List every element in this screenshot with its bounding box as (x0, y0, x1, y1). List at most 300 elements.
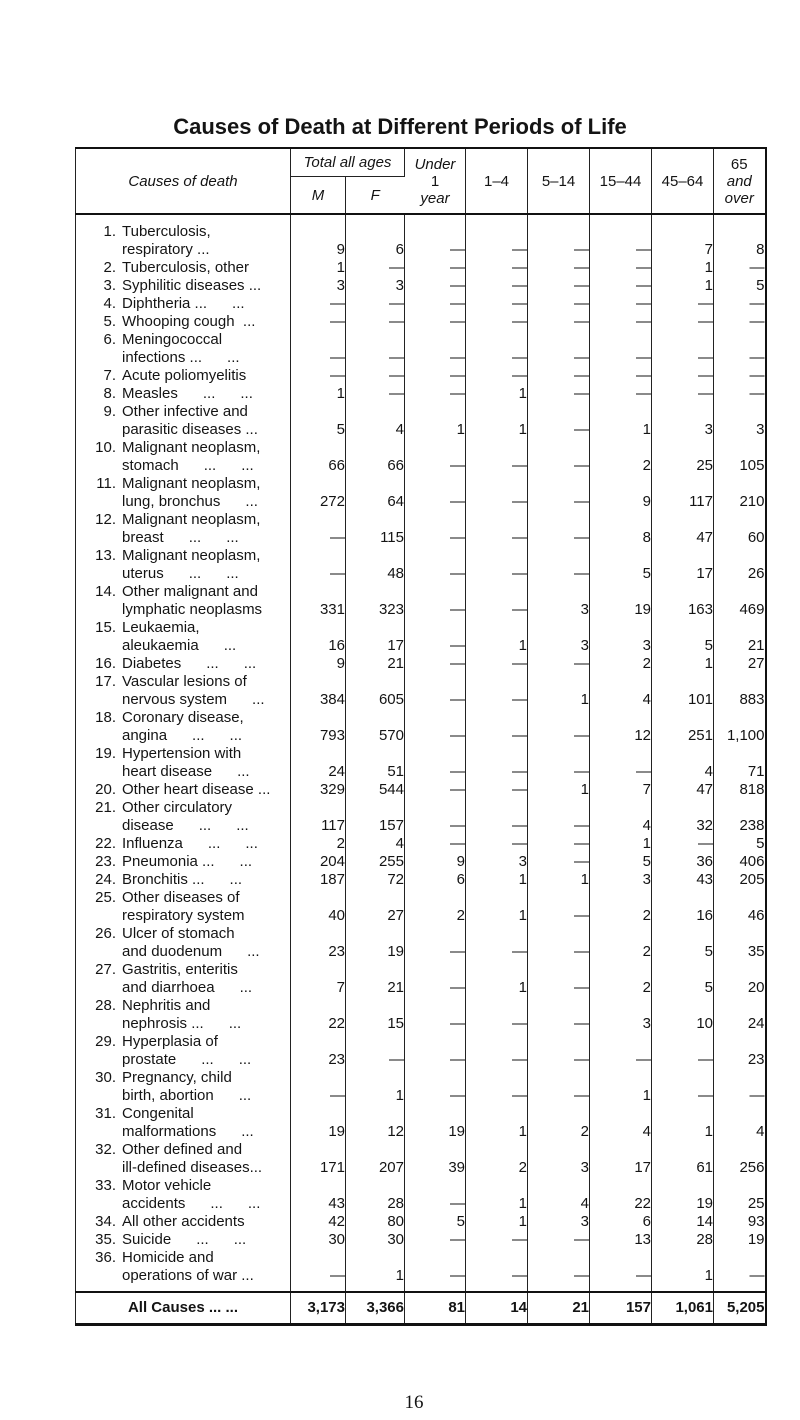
header-age-45-64: 45–64 (652, 148, 714, 214)
cause-number (76, 601, 122, 619)
cause-label: Other malignant and (122, 583, 258, 600)
totals-label: All Causes ... ... (76, 1292, 291, 1325)
cause-number (76, 457, 122, 475)
cause-label: lung, bronchus ... (122, 493, 258, 510)
value-cell: — (528, 295, 590, 313)
table-row (76, 835, 766, 853)
cause-cell (76, 1069, 291, 1105)
cause-label: uterus ... ... (122, 565, 239, 582)
table-row (76, 997, 766, 1033)
cause-number: 19. (95, 745, 116, 762)
cause-cell (76, 925, 291, 961)
cause-label: infections ... ... (122, 349, 240, 366)
value-cell: 207 (346, 1141, 405, 1177)
value-cell: — (590, 295, 652, 313)
value-cell: 1 (466, 889, 528, 925)
value-cell: — (291, 367, 346, 385)
value-cell: 9 (291, 214, 346, 259)
value-cell: 883 (739, 691, 765, 708)
header-male: M (291, 177, 346, 215)
cause-label: Whooping cough ... (122, 313, 256, 330)
table-row (76, 331, 766, 367)
value-cell: 17 (346, 619, 405, 655)
value-cell: — (405, 214, 466, 259)
table-row (76, 1069, 766, 1105)
cause-cell (76, 961, 291, 997)
value-cell: 35 (747, 943, 765, 960)
table-row (76, 673, 766, 709)
cause-label: Leukaemia, (122, 619, 200, 636)
value-cell: 9 (405, 853, 466, 871)
cause-label: malformations ... (122, 1123, 254, 1140)
value-cell: 72 (346, 871, 405, 889)
value-cell: 4 (590, 799, 652, 835)
cause-cell (76, 403, 291, 439)
cause-number: 1. (103, 223, 116, 240)
value-cell: 3 (652, 403, 714, 439)
value-cell: 4 (346, 835, 405, 853)
cause-number: 28. (95, 997, 116, 1014)
value-cell: 331 (291, 583, 346, 619)
value-cell: — (291, 295, 346, 313)
value-cell: — (652, 313, 714, 331)
value-cell: 1,100 (726, 727, 765, 744)
cause-label: stomach ... ... (122, 457, 254, 474)
value-cell: — (652, 385, 714, 403)
cause-label: and diarrhoea ... (122, 979, 253, 996)
cause-label: prostate ... ... (122, 1051, 252, 1068)
table-row (76, 385, 766, 403)
value-cell: 384 (291, 673, 346, 709)
cause-number (76, 727, 122, 745)
value-cell: 2 (590, 925, 652, 961)
header-under-1: Under 1 year (405, 148, 466, 214)
value-cell: 36 (652, 853, 714, 871)
cause-number: 31. (95, 1105, 116, 1122)
value-cell: 21 (346, 655, 405, 673)
cause-number: 34. (95, 1213, 116, 1230)
value-cell: — (405, 475, 466, 511)
value-cell: 2 (528, 1105, 590, 1141)
cause-label: Vascular lesions of (122, 673, 247, 690)
value-cell: — (405, 1033, 466, 1069)
value-cell: 25 (652, 439, 714, 475)
value-cell: 51 (346, 745, 405, 781)
value-cell: 406 (739, 853, 765, 870)
cause-number (76, 565, 122, 583)
table-row (76, 709, 766, 745)
value-cell: — (528, 367, 590, 385)
value-cell: — (405, 259, 466, 277)
value-cell: 3 (590, 871, 652, 889)
value-cell: 1 (466, 1105, 528, 1141)
value-cell: 1 (346, 1069, 405, 1105)
value-cell: — (405, 511, 466, 547)
total-cell: 14 (466, 1292, 528, 1325)
cause-number: 22. (95, 835, 116, 852)
value-cell: — (466, 331, 528, 367)
cause-number: 16. (95, 655, 116, 672)
value-cell: 3 (528, 619, 590, 655)
value-cell: — (466, 277, 528, 295)
cause-cell (76, 709, 291, 745)
value-cell: — (528, 439, 590, 475)
value-cell: 101 (652, 673, 714, 709)
value-cell: 205 (739, 871, 765, 888)
value-cell: 105 (739, 457, 765, 474)
value-cell: 115 (346, 511, 405, 547)
value-cell: 5 (652, 925, 714, 961)
value-cell: — (405, 547, 466, 583)
cause-number (76, 817, 122, 835)
value-cell: — (346, 367, 405, 385)
cause-number (76, 241, 122, 259)
value-cell: 238 (739, 817, 765, 834)
value-cell: 19 (346, 925, 405, 961)
value-cell: — (528, 1249, 590, 1292)
table-row (76, 259, 766, 277)
totals-row (76, 1292, 766, 1325)
header-age-5-14: 5–14 (528, 148, 590, 214)
cause-number: 25. (95, 889, 116, 906)
cause-label: Tuberculosis, other (122, 259, 250, 276)
value-cell: 5 (756, 277, 765, 294)
value-cell: 171 (291, 1141, 346, 1177)
value-cell: 210 (739, 493, 765, 510)
value-cell: 16 (652, 889, 714, 925)
cause-label: Malignant neoplasm, (122, 439, 261, 456)
value-cell: 4 (346, 403, 405, 439)
header-cause: Causes of death (76, 148, 291, 214)
cause-label: Suicide ... ... (122, 1231, 247, 1248)
cause-number: 10. (95, 439, 116, 456)
value-cell: 21 (747, 637, 765, 654)
table-row (76, 583, 766, 619)
value-cell: — (590, 385, 652, 403)
value-cell: — (590, 277, 652, 295)
cause-cell (76, 1105, 291, 1141)
value-cell: 8 (756, 241, 765, 258)
cause-label: disease ... ... (122, 817, 249, 834)
cause-cell (76, 331, 291, 367)
value-cell: 3 (466, 853, 528, 871)
value-cell: 26 (747, 565, 765, 582)
value-cell: — (528, 1231, 590, 1249)
value-cell: 1 (466, 385, 528, 403)
cause-label: accidents ... ... (122, 1195, 261, 1212)
value-cell: 204 (291, 853, 346, 871)
cause-number: 4. (103, 295, 116, 312)
value-cell: 1 (466, 871, 528, 889)
cause-number (76, 943, 122, 961)
cause-label: All other accidents (122, 1213, 245, 1230)
value-cell: 23 (747, 1051, 765, 1068)
cause-cell (76, 277, 291, 295)
table-body (76, 214, 766, 1292)
value-cell: 4 (652, 745, 714, 781)
value-cell: — (405, 313, 466, 331)
value-cell: — (346, 295, 405, 313)
value-cell: — (590, 1033, 652, 1069)
value-cell: 71 (747, 763, 765, 780)
cause-label: Other defined and (122, 1141, 243, 1158)
cause-label: Diphtheria ... ... (122, 295, 245, 312)
header-female: F (346, 177, 405, 215)
value-cell: 22 (590, 1177, 652, 1213)
table-row (76, 1105, 766, 1141)
table-row (76, 925, 766, 961)
value-cell: — (466, 799, 528, 835)
cause-number (76, 529, 122, 547)
value-cell: 1 (466, 619, 528, 655)
cause-number: 8. (103, 385, 116, 402)
value-cell: — (346, 313, 405, 331)
cause-number: 3. (103, 277, 116, 294)
value-cell: 5 (652, 619, 714, 655)
header-age-65-over: 65 and over (714, 148, 766, 214)
value-cell: — (466, 781, 528, 799)
cause-number: 24. (95, 871, 116, 888)
value-cell: 12 (590, 709, 652, 745)
value-cell: 1 (466, 961, 528, 997)
cause-cell (76, 745, 291, 781)
value-cell: — (466, 709, 528, 745)
cause-label: angina ... ... (122, 727, 243, 744)
total-cell: 157 (590, 1292, 652, 1325)
value-cell: 28 (346, 1177, 405, 1213)
value-cell: 42 (291, 1213, 346, 1231)
value-cell: — (652, 1069, 714, 1105)
value-cell: — (405, 835, 466, 853)
value-cell: 544 (346, 781, 405, 799)
cause-number (76, 1195, 122, 1213)
value-cell: 1 (466, 1213, 528, 1231)
table-row (76, 439, 766, 475)
cause-label: Hyperplasia of (122, 1033, 218, 1050)
cause-label: nephrosis ... ... (122, 1015, 242, 1032)
cause-cell (76, 511, 291, 547)
cause-number: 7. (103, 367, 116, 384)
value-cell: — (528, 1069, 590, 1105)
value-cell: 818 (739, 781, 765, 798)
value-cell: — (466, 259, 528, 277)
value-cell: 60 (747, 529, 765, 546)
cause-cell (76, 1141, 291, 1177)
total-cell: 3,366 (346, 1292, 405, 1325)
total-cell: 21 (528, 1292, 590, 1325)
cause-cell (76, 439, 291, 475)
value-cell: — (528, 997, 590, 1033)
value-cell: — (590, 745, 652, 781)
cause-label: heart disease ... (122, 763, 250, 780)
value-cell: — (590, 214, 652, 259)
cause-number (76, 1051, 122, 1069)
value-cell: — (346, 259, 405, 277)
value-cell: 28 (652, 1231, 714, 1249)
value-cell: 23 (291, 925, 346, 961)
cause-label: Gastritis, enteritis (122, 961, 238, 978)
cause-label: birth, abortion ... (122, 1087, 252, 1104)
value-cell: 117 (291, 799, 346, 835)
value-cell: 8 (590, 511, 652, 547)
value-cell: — (466, 1231, 528, 1249)
cause-number: 32. (95, 1141, 116, 1158)
value-cell: — (466, 547, 528, 583)
value-cell: 6 (405, 871, 466, 889)
value-cell: 13 (590, 1231, 652, 1249)
cause-cell (76, 889, 291, 925)
value-cell: — (405, 781, 466, 799)
value-cell: — (405, 673, 466, 709)
value-cell: — (652, 295, 714, 313)
cause-label: Malignant neoplasm, (122, 475, 261, 492)
value-cell: — (528, 961, 590, 997)
cause-number: 26. (95, 925, 116, 942)
value-cell: — (528, 709, 590, 745)
value-cell: — (405, 331, 466, 367)
value-cell: 19 (652, 1177, 714, 1213)
value-cell: — (466, 511, 528, 547)
value-cell: 2 (590, 439, 652, 475)
total-cell: 5,205 (714, 1292, 766, 1325)
value-cell: — (291, 313, 346, 331)
value-cell: 5 (590, 853, 652, 871)
value-cell: — (405, 385, 466, 403)
value-cell: — (405, 295, 466, 313)
value-cell: — (528, 313, 590, 331)
value-cell: 3 (528, 583, 590, 619)
table-row (76, 277, 766, 295)
cause-number: 29. (95, 1033, 116, 1050)
value-cell: 1 (652, 277, 714, 295)
table-row (76, 889, 766, 925)
value-cell: 1 (590, 1069, 652, 1105)
cause-label: Pregnancy, child (122, 1069, 232, 1086)
value-cell: — (466, 1033, 528, 1069)
value-cell: — (652, 367, 714, 385)
cause-cell (76, 1231, 291, 1249)
value-cell: 570 (346, 709, 405, 745)
value-cell: 9 (590, 475, 652, 511)
table-row (76, 619, 766, 655)
value-cell: 21 (346, 961, 405, 997)
value-cell: 19 (590, 583, 652, 619)
value-cell: 47 (652, 781, 714, 799)
cause-label: parasitic diseases ... (122, 421, 258, 438)
table-row (76, 511, 766, 547)
cause-cell (76, 1249, 291, 1292)
cause-cell (76, 475, 291, 511)
cause-number (76, 1159, 122, 1177)
value-cell: — (590, 331, 652, 367)
causes-of-death-table (75, 147, 767, 1326)
value-cell: 255 (346, 853, 405, 871)
value-cell: 117 (652, 475, 714, 511)
value-cell: — (405, 961, 466, 997)
cause-label: Other circulatory (122, 799, 233, 816)
total-cell: 3,173 (291, 1292, 346, 1325)
value-cell: — (528, 853, 590, 871)
header-age-1-4: 1–4 (466, 148, 528, 214)
value-cell: — (466, 313, 528, 331)
value-cell: — (528, 889, 590, 925)
value-cell: 6 (346, 214, 405, 259)
value-cell: 80 (346, 1213, 405, 1231)
value-cell: — (590, 313, 652, 331)
value-cell: 39 (405, 1141, 466, 1177)
cause-label: Influenza ... ... (122, 835, 258, 852)
cause-label: and duodenum ... (122, 943, 260, 960)
value-cell: 25 (747, 1195, 765, 1212)
value-cell: 15 (346, 997, 405, 1033)
cause-cell (76, 673, 291, 709)
cause-label: Motor vehicle (122, 1177, 212, 1194)
header-total: Total all ages (291, 148, 405, 177)
cause-cell (76, 655, 291, 673)
page-title: Causes of Death at Different Periods of Life (173, 114, 627, 139)
value-cell: 30 (291, 1231, 346, 1249)
value-cell: — (528, 835, 590, 853)
cause-number: 5. (103, 313, 116, 330)
value-cell: 12 (346, 1105, 405, 1141)
value-cell: — (405, 277, 466, 295)
value-cell: — (528, 745, 590, 781)
cause-label: Bronchitis ... ... (122, 871, 243, 888)
value-cell: 163 (652, 583, 714, 619)
cause-label: Other diseases of (122, 889, 240, 906)
cause-number (76, 637, 122, 655)
cause-label: nervous system ... (122, 691, 265, 708)
value-cell: 1 (528, 673, 590, 709)
cause-number: 13. (95, 547, 116, 564)
value-cell: — (749, 313, 765, 330)
table-row (76, 871, 766, 889)
value-cell: — (405, 655, 466, 673)
cause-label: Diabetes ... ... (122, 655, 257, 672)
value-cell: 7 (291, 961, 346, 997)
value-cell: — (405, 799, 466, 835)
table-row (76, 295, 766, 313)
cause-label: Malignant neoplasm, (122, 547, 261, 564)
value-cell: 3 (590, 619, 652, 655)
value-cell: 469 (739, 601, 765, 618)
table-row (76, 799, 766, 835)
cause-label: ill-defined diseases... (122, 1159, 263, 1176)
value-cell: — (652, 835, 714, 853)
value-cell: 43 (291, 1177, 346, 1213)
table-footer (76, 1292, 766, 1325)
table-row (76, 214, 766, 259)
cause-cell (76, 214, 291, 259)
value-cell: 48 (346, 547, 405, 583)
cause-label: Congenital (122, 1105, 194, 1122)
cause-number (76, 907, 122, 925)
value-cell: — (749, 1267, 765, 1284)
cause-number (76, 1267, 122, 1285)
value-cell: 23 (291, 1033, 346, 1069)
cause-label: breast ... ... (122, 529, 239, 546)
cause-label: Acute poliomyelitis (122, 367, 247, 384)
value-cell: — (528, 547, 590, 583)
cause-number (76, 1087, 122, 1105)
value-cell: 47 (652, 511, 714, 547)
value-cell: — (466, 1249, 528, 1292)
cause-label: Homicide and (122, 1249, 214, 1266)
cause-cell (76, 367, 291, 385)
value-cell: 10 (652, 997, 714, 1033)
value-cell: — (590, 1249, 652, 1292)
value-cell: — (590, 259, 652, 277)
